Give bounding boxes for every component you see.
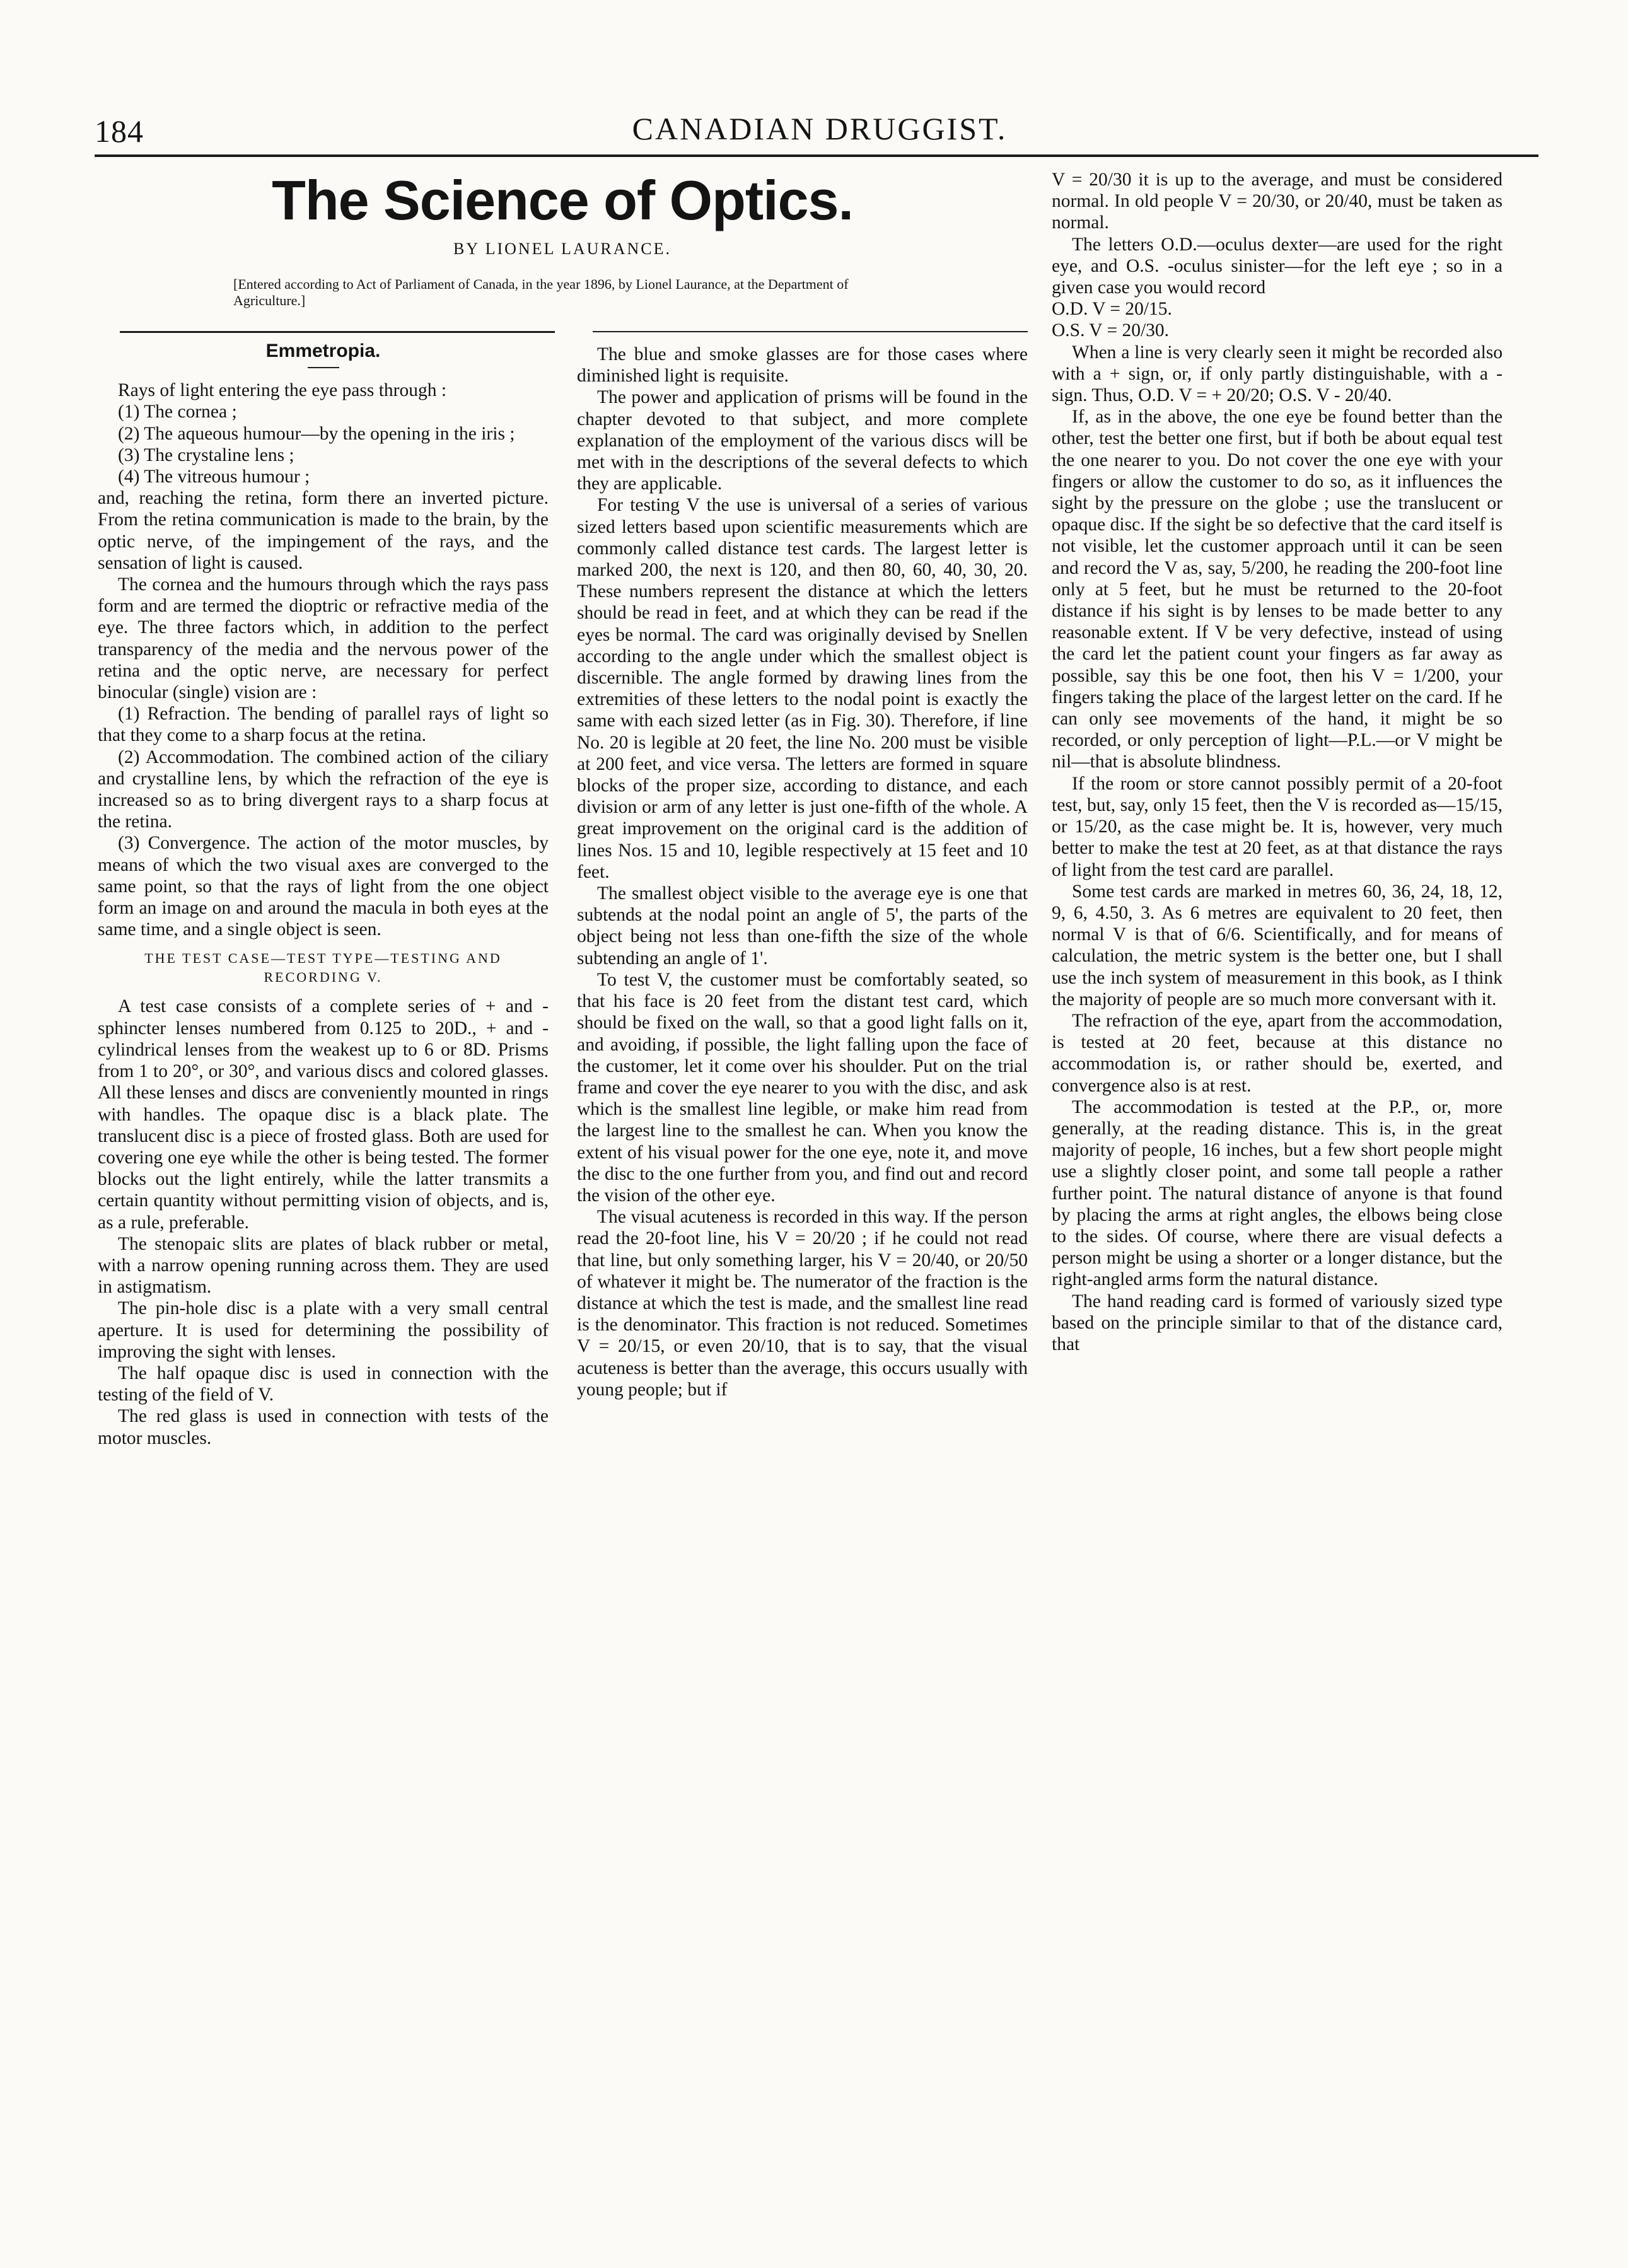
article-title: The Science of Optics. (272, 169, 853, 231)
paragraph: V = 20/30 it is up to the average, and must be considered normal. In old people V = 20/30, or 20/40, must be taken as normal. (1052, 170, 1503, 233)
paragraph: The red glass is used in connection with tests of the motor muscles. (98, 1406, 549, 1448)
header-rule (95, 154, 1538, 157)
title-rule-right (593, 331, 1028, 332)
paragraph: The letters O.D.—oculus dexter—are used for the right eye, and O.S. -oculus sinister—for the left eye ; so in a given case you would record (1052, 234, 1503, 298)
paragraph: and, reaching the retina, form there an inverted picture. From the retina communication is made to the brain, by the optic nerve, of the impingement of the rays, and the sensation of light is caused. (98, 488, 549, 573)
paragraph: (2) Accommodation. The combined action of the ciliary and crystalline lens, by which the refraction of the eye is increased so as to bring divergent rays to a sharp focus at the retina. (98, 747, 549, 832)
paragraph: The blue and smoke glasses are for those cases where diminished light is requisite. (577, 344, 1028, 387)
subhead-test-case: THE TEST CASE—TEST TYPE—TESTING AND RECORDING V. (144, 950, 502, 986)
paragraph: For testing V the use is universal of a series of various sized letters based upon scientific measurements which are commonly called distance test cards. The largest letter is marked 200, the next is 120, and then 80, 60, 40, 30, 20. These numbers represent the distance at which the letters should be read in feet, and at which they can be read if the eyes be normal. The card was originally devised by Snellen according to the angle under which the smallest object is discernible. The angle formed by drawing lines from the extremities of these letters to the nodal point is exactly the same with each sized letter (as in Fig. 30). Therefore, if line No. 20 is legible at 20 feet, the line No. 200 must be visible at 200 feet, and vice versa. The letters are formed in square blocks of the proper size, according to distance, and each division or arm of any letter is just one-fifth of the whole. A great improvement on the original card is the addition of lines Nos. 15 and 10, legible respectively at 15 feet and 10 feet. (577, 495, 1028, 882)
article-byline: BY LIONEL LAURANCE. (453, 240, 672, 258)
paragraph: The half opaque disc is used in connection with the testing of the field of V. (98, 1363, 549, 1405)
paragraph: The hand reading card is formed of variously sized type based on the principle similar to that of the distance card, that (1052, 1291, 1503, 1354)
list-item: (1) The cornea ; (118, 402, 237, 422)
page-number: 184 (95, 113, 144, 149)
text-column-3 (1052, 169, 1503, 1355)
list-item: (3) The crystaline lens ; (118, 445, 294, 465)
paragraph: To test V, the customer must be comfortably seated, so that his face is 20 feet from the distant test card, which should be fixed on the wall, so that a good light falls on it, and avoiding, if possible, the light falling upon the face of the customer, let it come over his shoulder. Put on the trial frame and cover the eye nearer to you with the disc, and ask which is the smallest line legible, or make him read from the largest line to the smallest he can. When you know the extent of his visual power for the one eye, note it, and move the disc to the one further from you, and find out and record the vision of the other eye. (577, 969, 1028, 1206)
paragraph: The cornea and the humours through which the rays pass form and are termed the dioptric or refractive media of the eye. The three factors which, in addition to the perfect transparency of the media and the nervous power of the retina and the optic nerve, are necessary for perfect binocular (single) vision are : (98, 574, 549, 703)
paragraph: The power and application of prisms will be found in the chapter devoted to that subject, and more complete explanation of the employment of the various discs will be met with in the descriptions of the several defects to which they are applicable. (577, 387, 1028, 494)
paragraph: The smallest object visible to the average eye is one that subtends at the nodal point an angle of 5', the parts of the object being not less than one-fifth the size of the whole subtending an angle of 1'. (577, 883, 1028, 968)
paragraph: (1) Refraction. The bending of parallel rays of light so that they come to a sharp focus at the retina. (98, 704, 549, 746)
text-column-1 (98, 340, 549, 1449)
record-line: O.S. V = 20/30. (1052, 320, 1170, 341)
paragraph: When a line is very clearly seen it might be recorded also with a + sign, or, if only partly distinguishable, with a - sign. Thus, O.D. V = + 20/20; O.S. V - 20/40. (1052, 342, 1503, 406)
paragraph: If the room or store cannot possibly permit of a 20-foot test, but, say, only 15 feet, then the V is recorded as—15/15, or 15/20, as the case might be. It is, however, very much better to make the test at 20 feet, as at that distance the rays of light from the test card are parallel. (1052, 773, 1503, 880)
heading-rule (308, 367, 339, 368)
paragraph: A test case consists of a complete series of + and - sphincter lenses numbered from 0.125 to 20D., + and - cylindrical lenses from the weakest up to 6 or 8D. Prisms from 1 to 20°, or 30°, and various discs and colored glasses. All these lenses and discs are conveniently mounted in rings with handles. The opaque disc is a black plate. The translucent disc is a piece of frosted glass. Both are used for covering one eye while the other is being tested. The former blocks out the light entirely, while the latter transmits a certain quantity without permitting vision of objects, and is, as a rule, preferable. (98, 996, 549, 1233)
paragraph: The stenopaic slits are plates of black rubber or metal, with a narrow opening running across them. They are used in astigmatism. (98, 1233, 549, 1298)
paragraph: If, as in the above, the one eye be found better than the other, test the better one first, but if both be about equal test the one nearer to you. Do not cover the one eye with your fingers or allow the customer to do so, as it influences the sight by the pressure on the globe ; use the translucent or opaque disc. If the sight be so defective that the card itself is not visible, let the customer approach until it can be seen and record the V as, say, 5/200, he reading the 200-foot line only at 5 feet, but he must be returned to the 20-foot distance if his sight is by lenses to be made better to any reasonable extent. If V be very defective, instead of using the card let the patient count your fingers as far away as possible, say this be one foot, then his V = 1/200, your fingers taking the place of the largest letter on the card. If he can only see movements of the hand, it might be so recorded, or only perception of light—P.L.—or V might be nil—that is absolute blindness. (1052, 407, 1503, 772)
paragraph: The pin-hole disc is a plate with a very small central aperture. It is used for determining the possibility of improving the sight with lenses. (98, 1298, 549, 1362)
copyright-notice: [Entered according to Act of Parliament of Canada, in the year 1896, by Lionel Laurance, at the Department of Agriculture.] (233, 276, 849, 308)
paragraph: Rays of light entering the eye pass through : (118, 380, 447, 401)
list-item: (4) The vitreous humour ; (118, 467, 310, 487)
title-rule-left (120, 331, 555, 333)
article-title-block (98, 169, 1027, 309)
paragraph: Some test cards are marked in metres 60, 36, 24, 18, 12, 9, 6, 4.50, 3. As 6 metres are equivalent to 20 feet, then normal V is that of 6/6. Scientifically, and for means of calculation, the metric system is the better one, but I shall use the inch system of measurement in this book, as I think the majority of people are so much more conversant with it. (1052, 881, 1503, 1009)
list-item: (2) The aqueous humour—by the opening in the iris ; (118, 423, 515, 444)
record-line: O.D. V = 20/15. (1052, 299, 1172, 320)
paragraph: The visual acuteness is recorded in this way. If the person read the 20-foot line, his V = 20/20 ; if he could not read that line, but only something larger, his V = 20/40, or 20/50 of whatever it might be. The numerator of the fraction is the distance at which the test is made, and the smallest line read is the denominator. This fraction is not reduced. Sometimes V = 20/15, or even 20/10, that is to say, that the visual acuteness is better than the average, this occurs usually with young people; but if (577, 1207, 1028, 1400)
journal-title: CANADIAN DRUGGIST. (632, 111, 1008, 146)
paragraph: The refraction of the eye, apart from the accommodation, is tested at 20 feet, because at this distance no accommodation is, or rather should be, exerted, and convergence also is at rest. (1052, 1010, 1503, 1096)
running-head (95, 110, 1545, 154)
paragraph: (3) Convergence. The action of the motor muscles, by means of which the two visual axes are converged to the same point, so that the rays of light from the one object form an image on and around the macula in both eyes at the same time, and a single object is seen. (98, 833, 549, 940)
section-heading-emmetropia: Emmetropia. (265, 340, 381, 361)
paragraph: The accommodation is tested at the P.P., or, more generally, at the reading distance. This is, in the great majority of people, 16 inches, but a few short people might use a slightly closer point, and some tall people a rather further point. The natural distance of anyone is that found by placing the arms at right angles, the elbows being close to the sides. Of course, where there are visual defects a person might be using a shorter or a longer distance, but the right-angled arms form the natural distance. (1052, 1096, 1503, 1290)
text-column-2 (577, 344, 1028, 1400)
